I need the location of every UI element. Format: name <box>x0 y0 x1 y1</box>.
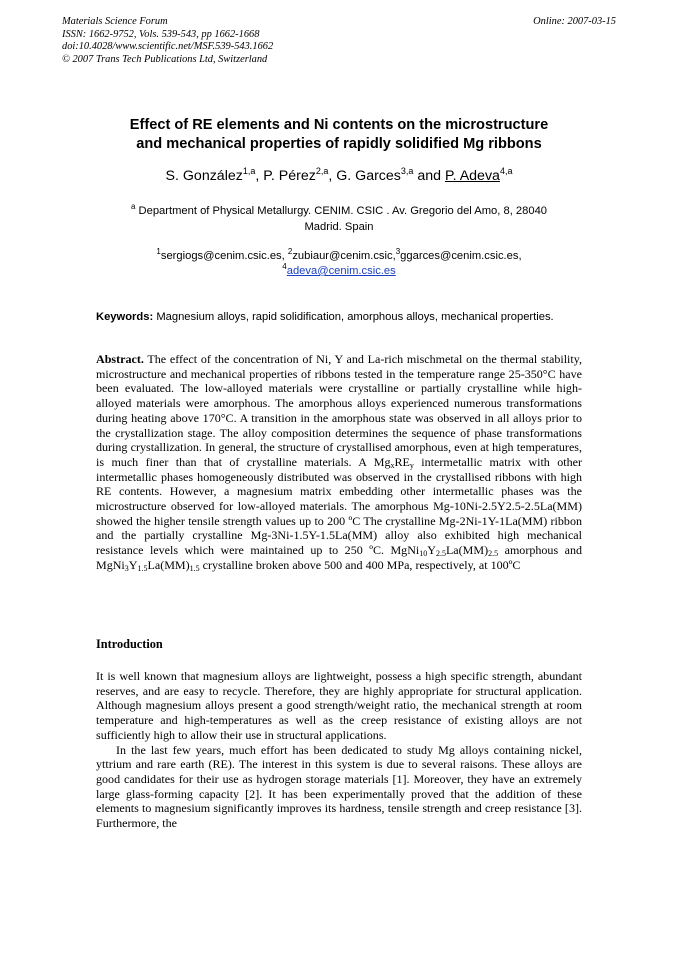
author-separator: , <box>328 168 337 184</box>
journal-doi: doi:10.4028/www.scientific.net/MSF.539-543.1662 <box>62 41 274 52</box>
email-list <box>96 249 582 279</box>
subscript: 1.5 <box>189 563 200 573</box>
formula-text: Y <box>427 543 436 558</box>
formula-text: RE <box>394 454 410 469</box>
abstract-label: Abstract. <box>96 352 144 366</box>
author-name: S. González <box>165 168 243 184</box>
online-date: Online: 2007-03-15 <box>533 16 616 27</box>
journal-name: Materials Science Forum <box>62 16 168 27</box>
intro-paragraph-1: It is well known that magnesium alloys are lightweight, possess a high specific strength, abundant reserves, and are easy to recycle. Therefore, they are highly appropriate for structural application. Although magnesium alloys present a good strength/weight ratio, the mechanical strength at room temperature and high-temperatures as well as the creep resistance of existing alloys are not sufficiently high to allow their use in structural applications. <box>96 669 582 742</box>
keywords <box>96 310 582 325</box>
title-line-1: Effect of RE elements and Ni contents on the microstructure <box>129 117 549 133</box>
formula-text: La(MM) <box>445 543 489 558</box>
author-affil-mark: 1,a <box>242 166 256 176</box>
email-mark: 4 <box>282 262 287 271</box>
abstract-text-2: intermetallic matrix with other intermetallic phases homogeneously distributed was observed in the crystallised ribbons with high RE contents. However, a magnesium matrix embedding other intermetallic phases was the microstructure observed for low-alloyed materials. The amorphous Mg-10Ni-2.5Y2.5-2.5La(MM) showed the higher tensile strength values up to 200 ºC The crystalline Mg-2Ni-1Y-1La(MM) ribbon and the partially crystalline Mg-3Ni-1.5Y-1.5La(MM) alloy also exhibited high mechanical resistance levels which were maintained up to 250 ºC. MgNi <box>96 454 582 558</box>
author-affil-mark: 3,a <box>400 166 414 176</box>
author-affil-mark: 2,a <box>315 166 329 176</box>
author-name: G. Garces <box>336 168 401 184</box>
abstract-text-4: crystalline broken above 500 and 400 MPa, respectively, at 100ºC <box>202 557 521 572</box>
author-affil-mark: 4,a <box>499 166 513 176</box>
intro-paragraph-2: In the last few years, much effort has been dedicated to study Mg alloys containing nickel, yttrium and rare earth (RE). The interest in this system is due to several raisons. These alloys are good candidates for their use as hydrogen storage materials [1]. Moreover, they have an extremely large glass-forming capacity [2]. It has been experimentally proved that the addition of these elements to magnesium significantly improves its hardness, tensile strength and creep resistance [3]. Furthermore, the <box>96 742 582 831</box>
paper-title <box>80 116 598 154</box>
email-mark: 2 <box>287 247 293 256</box>
subscript: 1.5 <box>137 563 148 573</box>
email-3: ggarces@cenim.csic.es, <box>400 250 522 262</box>
subscript: 3 <box>124 563 129 573</box>
abstract <box>96 352 582 573</box>
title-line-2: and mechanical properties of rapidly solidified Mg ribbons <box>136 136 542 152</box>
subscript: 10 <box>419 549 428 559</box>
author-separator: and <box>413 168 445 184</box>
formula-text: La(MM) <box>147 557 190 572</box>
email-mark: 3 <box>395 247 401 256</box>
introduction-body <box>96 669 582 831</box>
email-mark: 1 <box>156 247 161 256</box>
keywords-text: Magnesium alloys, rapid solidification, amorphous alloys, mechanical properties. <box>156 311 554 323</box>
subscript: y <box>409 460 414 470</box>
abstract-text-1: The effect of the concentration of Ni, Y and La-rich mischmetal on the thermal stability, microstructure and mechanical properties of ribbons tested in the temperature range 25-350°C have been evaluated. The low-alloyed materials were crystalline or partially crystalline while high-alloyed materials were amorphous. The amorphous alloys experienced numerous transformations during heating above 170°C. A transition in the amorphous state was observed in all alloys prior to the crystallization stage. The alloy composition determines the sequence of phase transformations during crystallization. In general, the structure of crystallised amorphous, even at high temperatures, is much finer than that of crystalline materials. A Mg <box>96 352 583 469</box>
author-name: P. Pérez <box>263 168 316 184</box>
abstract-text-3: amorphous and MgNi <box>96 543 582 572</box>
email-1: sergiogs@cenim.csic.es, <box>160 250 288 262</box>
email-2: zubiaur@cenim.csic, <box>292 250 396 262</box>
affiliation-mark: a <box>130 202 136 211</box>
journal-issn: ISSN: 1662-9752, Vols. 539-543, pp 1662-1668 <box>62 28 260 40</box>
section-heading-introduction: Introduction <box>96 637 163 651</box>
subscript: 2.5 <box>488 549 499 559</box>
journal-copyright: © 2007 Trans Tech Publications Ltd, Switzerland <box>62 53 268 65</box>
author-list <box>60 167 618 185</box>
affiliation-line-1: Department of Physical Metallurgy. CENIM. CSIC . Av. Gregorio del Amo, 8, 28040 <box>138 205 548 217</box>
keywords-label: Keywords: <box>96 311 154 323</box>
journal-info <box>62 16 273 66</box>
affiliation-line-2: Madrid. Spain <box>304 221 374 233</box>
subscript: x <box>390 460 395 470</box>
formula-text: Y <box>128 557 138 572</box>
corresponding-author-name: P. Adeva <box>444 168 500 184</box>
email-4-link[interactable]: adeva@cenim.csic.es <box>286 265 396 277</box>
author-separator: , <box>255 168 264 184</box>
subscript: 2.5 <box>435 549 446 559</box>
affiliation <box>96 203 582 235</box>
